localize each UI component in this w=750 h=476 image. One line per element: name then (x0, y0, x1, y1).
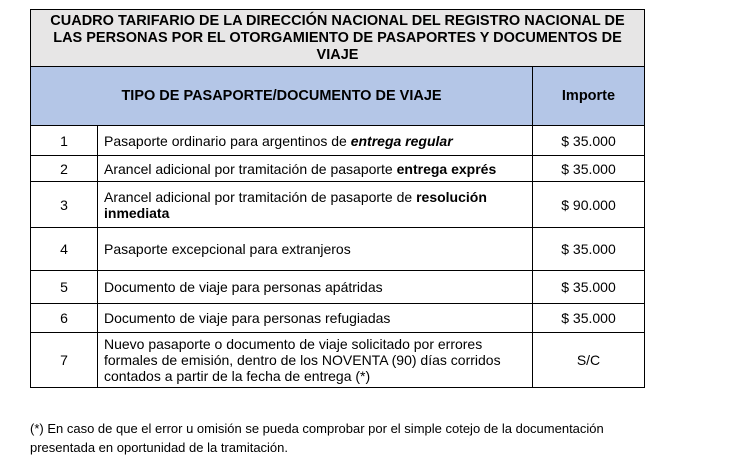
row-price: S/C (533, 333, 645, 388)
row-description: Pasaporte excepcional para extranjeros (98, 228, 533, 271)
row-price: $ 35.000 (533, 156, 645, 182)
row-number: 4 (31, 228, 98, 271)
table-row (31, 333, 645, 388)
row-emphasis: entrega regular (350, 132, 453, 149)
row-price: $ 35.000 (533, 271, 645, 304)
row-text: Arancel adicional por tramitación de pasaporte (104, 160, 397, 177)
table-title: CUADRO TARIFARIO DE LA DIRECCIÓN NACIONAL DEL REGISTRO NACIONAL DE LAS PERSONAS POR EL OTORGAMIENTO DE PASAPORTES Y DOCUMENTOS DE VIAJE (31, 10, 645, 67)
table-row (31, 182, 645, 228)
table-row (31, 156, 645, 182)
table-row (31, 126, 645, 156)
row-text: Arancel adicional por tramitación de pasaporte de (104, 188, 417, 205)
row-description: Documento de viaje para personas apátridas (98, 271, 533, 304)
row-text: Pasaporte ordinario para argentinos de (104, 132, 351, 149)
row-price: $ 35.000 (533, 126, 645, 156)
row-number: 7 (31, 333, 98, 388)
row-number: 5 (31, 271, 98, 304)
row-description (98, 156, 533, 182)
row-number: 1 (31, 126, 98, 156)
type-column-header: TIPO DE PASAPORTE/DOCUMENTO DE VIAJE (31, 67, 533, 126)
row-number: 6 (31, 304, 98, 333)
table-row (31, 304, 645, 333)
row-emphasis: resolución inmediata (104, 188, 487, 221)
fee-table (30, 9, 645, 388)
row-price: $ 90.000 (533, 182, 645, 228)
row-description: Documento de viaje para personas refugiadas (98, 304, 533, 333)
row-number: 2 (31, 156, 98, 182)
row-description (98, 182, 533, 228)
row-price: $ 35.000 (533, 228, 645, 271)
price-column-header: Importe (533, 67, 645, 126)
table-row (31, 271, 645, 304)
row-description (98, 126, 533, 156)
header-row (31, 67, 645, 126)
row-emphasis: entrega exprés (396, 160, 497, 177)
row-description: Nuevo pasaporte o documento de viaje solicitado por errores formales de emisión, dentro de los NOVENTA (90) días corridos contados a partir de la fecha de entrega (*) (98, 333, 533, 388)
row-number: 3 (31, 182, 98, 228)
table-row (31, 228, 645, 271)
footnote: (*) En caso de que el error u omisión se pueda comprobar por el simple cotejo de la documentación presentada en oportunidad de la tramitación. (30, 421, 604, 455)
title-row (31, 10, 645, 67)
row-price: $ 35.000 (533, 304, 645, 333)
